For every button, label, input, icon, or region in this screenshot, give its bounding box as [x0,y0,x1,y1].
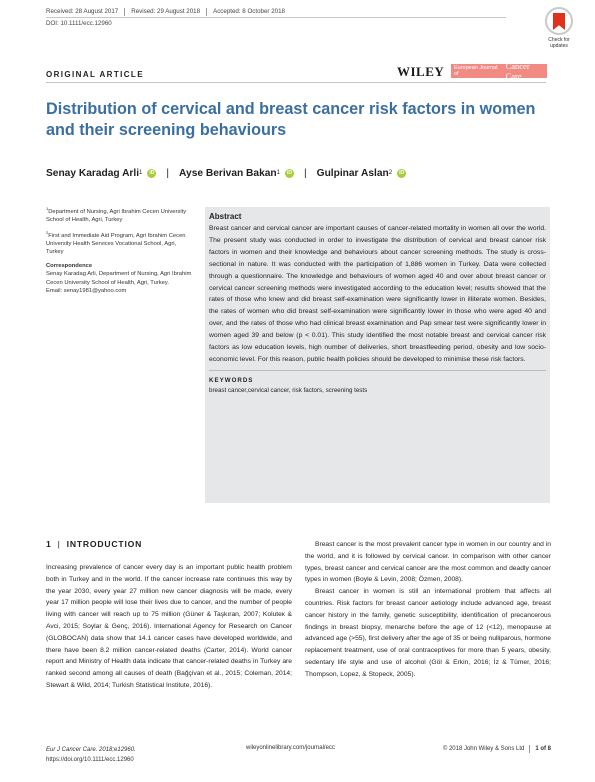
footer-doi-link[interactable]: https://doi.org/10.1111/ecc.12960 [46,757,134,763]
body-paragraph: Increasing prevalence of cancer every day is an important public health problem both in Turkey and in the world. If the cancer increase rate continues this way by the year 2030, every year 27 million new cancer diagnosis will be made, every year 17 million people will lose their lives due to cancer, and the number of people living with cancer will reach up to 75 million (Güner & Taşkıran, 2007; Koluteк & Avci, 2015; Soylar & Genç, 2016). International Agency for Research on Cancer (GLOBOCAN) data show that 14.1 cancer cases have developed worldwide, and there have been 8.2 million cancer-related deaths (Carter, 2014). World cancer report and Ministry of Health data indicate that cancer-related deaths in Turkey are ranked second among all causes of death (Bağçivan et al., 2015; Coleman, 2014; Stewart & Wild, 2014; Turkish Statistical Institute, 2016). [46,564,292,689]
author-affiliation-ref: 1 [276,170,280,176]
footer-separator [529,745,530,753]
body-paragraph: Breast cancer in women is still an international problem that affects all countries. Risk factors for breast cancer aetiology include advanced age, breast cancer history in the family, genetic susceptibility, identification of precancerous findings in breast biopsy, menarche before the age of 12 (<12), menopause at advanced age (>55), first delivery after the age of 35 or being nulliparous, hormone replacement treatment, use of oral contraceptives for more than 5 years, obesity, sedentary life style and use of alcohol (Göl & Erkin, 2016; İz & Tümer, 2016; Thompson, Lopez, & Stopeck, 2005). [305,588,551,678]
author-affiliation-ref: 1 [139,170,143,176]
keywords-divider [209,370,546,371]
section-number: 1 [46,539,52,549]
page-number: 1 of 8 [535,746,551,752]
article-doi: DOI: 10.1111/ecc.12960 [46,20,112,27]
correspondence-heading: Correspondence [46,263,93,270]
publisher-logo: WILEY [397,64,445,79]
footer-journal-link[interactable]: wileyonlinelibrary.com/journal/ecc [246,745,335,751]
footer-citation: Eur J Cancer Care. 2018;e12960. [46,747,136,753]
header-divider [46,17,506,18]
keywords-list: breast cancer,cervical cancer, risk factors, screening tests [209,386,368,394]
author-name[interactable]: Senay Karadag Arli [46,167,140,179]
article-dates [46,6,506,32]
journal-logo-small: European Journal of [454,65,498,77]
author-affiliation-ref: 2 [388,170,393,176]
author-separator: | [303,167,307,179]
body-paragraph: Breast cancer is the most prevalent cancer type in women in our country and in the world, and it is followed by cervical cancer. In comparison with other cancer types, breast cancer and cervical cancer are the most common and deadly cancer types in women (Boyle & Levin, 2008; Özmen, 2008). [305,541,551,584]
footer-copyright: © 2018 John Wiley & Sons Ltd [442,746,525,752]
correspondence-address: Senay Karadag Arli, Department of Nursing, Agri Ibrahim Cecen University School of Health, Agri, Turkey. [46,271,192,286]
section-title: INTRODUCTION [66,539,143,549]
abstract-text: Breast cancer and cervical cancer are important causes of cancer-related mortality in women all over the world. The present study was conducted in order to investigate the distribution of cervical and breast cancer risk factors in women and their knowledge and behaviours about cancer screening methods. The study is cross-sectional in nature. It was conducted with the participation of 1,886 women in Turkey. Data were collected through a questionnaire. The knowledge and behaviours of women aged 40 and over about breast cancer or cervical cancer screening methods were investigated according to the education level; results showed that the rates of those who knew and did breast self-examination were significantly lower in illiterate women. Besides, the rates of women who did breast self-examination were significantly lower in those who were aged 40 and over, and the rates of those who had clinical breast examination and Pap smear test were significantly lower in women aged 39 and below (p < 0.01). This study identified the most notable breast and cervical cancer risk factors as low education levels, high number of deliveries, short breastfeeding period, obesity and low socio-economic level. For this reason, public health policies should be developed to minimise these risk factors. [209,225,546,363]
author-name[interactable]: Gulpinar Aslan [316,167,389,179]
footer-citation-block [46,745,136,765]
section-heading-introduction: 1 | INTRODUCTION [46,539,143,549]
abstract-box [205,207,550,503]
body-column-left [46,562,292,692]
orcid-icon[interactable]: iD [286,169,292,176]
keywords-heading: KEYWORDS [209,376,254,384]
author-separator: | [166,167,170,179]
footer-right [443,745,551,753]
orcid-icon[interactable]: iD [399,169,405,176]
abstract-heading: Abstract [209,212,242,221]
affiliation-1: $^1$Department of Nursing, Agri Ibrahim Cecen University School of Health, Agri, Turkey [46,206,187,224]
article-title: Distribution of cervical and breast cancer risk factors in women and their screening behaviours [46,100,536,139]
affiliations [46,205,194,300]
check-for-updates-button[interactable] [540,7,578,53]
crossmark-icon [545,7,573,35]
author-name[interactable]: Ayse Berivan Bakan [179,167,277,179]
journal-logo [451,61,547,81]
body-column-right [305,539,551,681]
article-type: ORIGINAL ARTICLE [46,70,144,79]
crossmark-label: Check for updates [548,37,570,49]
article-type-divider [46,82,546,83]
page-footer [46,745,551,769]
received-date: Received: 28 August 2017 [46,8,119,15]
date-separator [124,8,125,16]
correspondence-email[interactable]: Email: senay1981@yahoo.com [46,287,127,294]
date-separator [206,8,207,16]
accepted-date: Accepted: 8 October 2018 [213,8,285,15]
author-list [46,165,556,181]
affiliation-2: $^2$First and Immediate Aid Program, Agri Ibrahim Cecen University Health Services Vocational School, Agri, Turkey [46,230,186,256]
revised-date: Revised: 29 August 2018 [131,8,201,15]
journal-logo-big: Cancer Care [505,61,530,81]
orcid-icon[interactable]: iD [149,169,155,176]
